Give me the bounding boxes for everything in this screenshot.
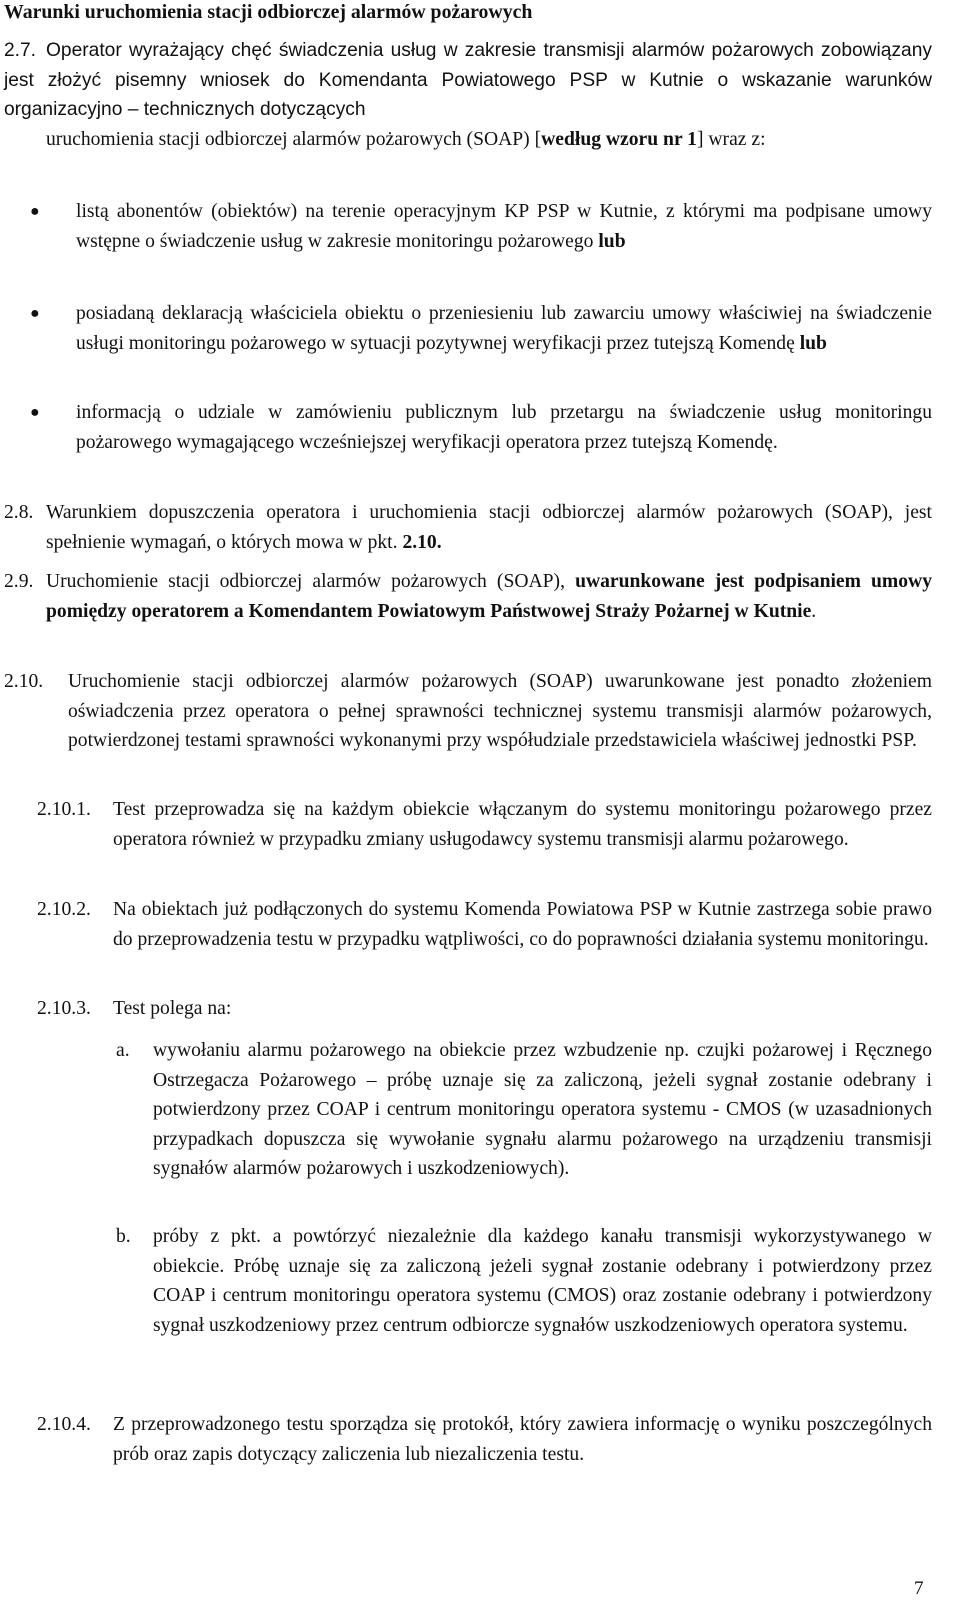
bullet-text: informacją o udziale w zamówieniu publicznym lub przetargu na świadczenie usług monitoringu pożarowego wymagającego wcześniejszej weryfikacji operatora przez tutejszą Komendę. bbox=[76, 402, 932, 453]
paragraph-text: Uruchomienie stacji odbiorczej alarmów pożarowych (SOAP) uwarunkowane jest ponadto złożeniem oświadczenia przez operatora o pełnej sprawności technicznej systemu transmisji alarmów pożarowych, potwierdzonej testami sprawności wykonanymi przy współudziale przedstawiciela właściwej jednostki PSP. bbox=[68, 671, 932, 751]
bullet-bold: lub bbox=[799, 332, 827, 354]
paragraph-text: Test polega na: bbox=[113, 998, 232, 1019]
list-item-a bbox=[116, 1036, 932, 1184]
bullet-icon: ● bbox=[30, 404, 40, 421]
section-reference: 2.10. bbox=[402, 531, 442, 553]
section-title: Warunki uruchomienia stacji odbiorczej alarmów pożarowych bbox=[4, 1, 533, 23]
list-text: próby z pkt. a powtórzyć niezależnie dla każdego kanału transmisji wykorzystywanego w obiekcie. Próbę uznaje się za zaliczoną jeżeli sygnał zostanie odebrany i potwierdzony przez COAP i centrum monitoringu operatora systemu (CMOS) oraz zostanie odebrany i potwierdzony sygnał uszkodzeniowy przez centrum odbiorcze sygnałów uszkodzeniowych operatora systemu. bbox=[153, 1226, 932, 1336]
paragraph-text: Test przeprowadza się na każdym obiekcie włączanym do systemu monitoringu pożarowego przez operatora również w przypadku zmiany usługodawcy systemu transmisji alarmu pożarowego. bbox=[113, 799, 932, 850]
section-2-10 bbox=[4, 667, 932, 756]
paragraph-text: Z przeprowadzonego testu sporządza się protokół, który zawiera informację o wyniku poszczególnych prób oraz zapis dotyczący zaliczenia lub niezaliczenia testu. bbox=[113, 1414, 932, 1465]
section-2-10-4 bbox=[37, 1410, 932, 1469]
section-2-7 bbox=[4, 36, 932, 154]
list-label: b. bbox=[116, 1226, 131, 1247]
bullet-item bbox=[4, 299, 932, 358]
bullet-text: posiadaną deklaracją właściciela obiektu o przeniesieniu lub zawarciu umowy właściwiej na świadczenie usługi monitoringu pożarowego w sytuacji pozytywnej weryfikacji przez tutejszą Komendę bbox=[76, 303, 932, 354]
paragraph-end: . bbox=[811, 600, 817, 622]
bullet-icon: ● bbox=[30, 305, 40, 322]
section-number: 2.10.2. bbox=[37, 899, 91, 920]
bullet-item bbox=[4, 398, 932, 457]
section-number: 2.9. bbox=[4, 571, 34, 592]
section-number: 2.10. bbox=[4, 671, 44, 692]
page-number: 7 bbox=[914, 1578, 924, 1599]
bullet-text: listą abonentów (obiektów) na terenie operacyjnym KP PSP w Kutnie, z którymi ma podpisane umowy wstępne o świadczenie usług w zakresie monitoringu pożarowego bbox=[76, 201, 932, 252]
section-2-10-3 bbox=[37, 994, 932, 1024]
section-number: 2.10.4. bbox=[37, 1414, 91, 1435]
bullet-icon: ● bbox=[30, 203, 40, 220]
paragraph-text: Operator wyrażający chęć świadczenia usług w zakresie transmisji alarmów pożarowych zobowiązany jest złożyć pisemny wniosek do Komendanta Powiatowego PSP w Kutnie o wskazanie warunków organizacyjno – technicznych dotyczących bbox=[4, 40, 932, 120]
paragraph-text: uruchomienia stacji odbiorczej alarmów pożarowych (SOAP) [ bbox=[46, 128, 542, 150]
bullet-bold: lub bbox=[598, 230, 626, 252]
section-2-10-1 bbox=[37, 795, 932, 854]
paragraph-text: Uruchomienie stacji odbiorczej alarmów pożarowych (SOAP), bbox=[46, 571, 565, 592]
template-reference: według wzoru nr 1 bbox=[541, 128, 697, 150]
bullet-item bbox=[4, 197, 932, 256]
paragraph-text: Na obiektach już podłączonych do systemu Komenda Powiatowa PSP w Kutnie zastrzega sobie prawo do przeprowadzenia testu w przypadku wątpliwości, co do poprawności działania systemu monitoringu. bbox=[113, 899, 932, 950]
paragraph-text: ] wraz z: bbox=[696, 128, 766, 150]
paragraph-bold: uwarunkowane jest podpisaniem umowy pomiędzy operatorem a Komendantem Powiatowym Państwowej Straży Pożarnej w Kutnie bbox=[46, 571, 932, 622]
section-2-8 bbox=[4, 498, 932, 557]
section-number: 2.10.3. bbox=[37, 998, 91, 1019]
section-number: 2.7. bbox=[4, 40, 37, 61]
section-2-9 bbox=[4, 567, 932, 626]
list-label: a. bbox=[116, 1040, 130, 1061]
paragraph-text: Warunkiem dopuszczenia operatora i uruchomienia stacji odbiorczej alarmów pożarowych (SOAP), jest spełnienie wymagań, o których mowa w pkt. bbox=[46, 502, 932, 553]
list-item-b bbox=[116, 1222, 932, 1340]
list-text: wywołaniu alarmu pożarowego na obiekcie przez wzbudzenie np. czujki pożarowej i Ręcznego Ostrzegacza Pożarowego – próbę uznaje się za zaliczoną, jeżeli sygnał zostanie odebrany i potwierdzony przez COAP i centrum monitoringu operatora systemu - CMOS (w uzasadnionych przypadkach dopuszcza się wywołanie sygnału alarmu pożarowego na urządzeniu transmisji sygnałów alarmów pożarowych i uszkodzeniowych). bbox=[153, 1040, 932, 1179]
section-number: 2.10.1. bbox=[37, 799, 91, 820]
section-number: 2.8. bbox=[4, 502, 34, 523]
section-2-10-2 bbox=[37, 895, 932, 954]
